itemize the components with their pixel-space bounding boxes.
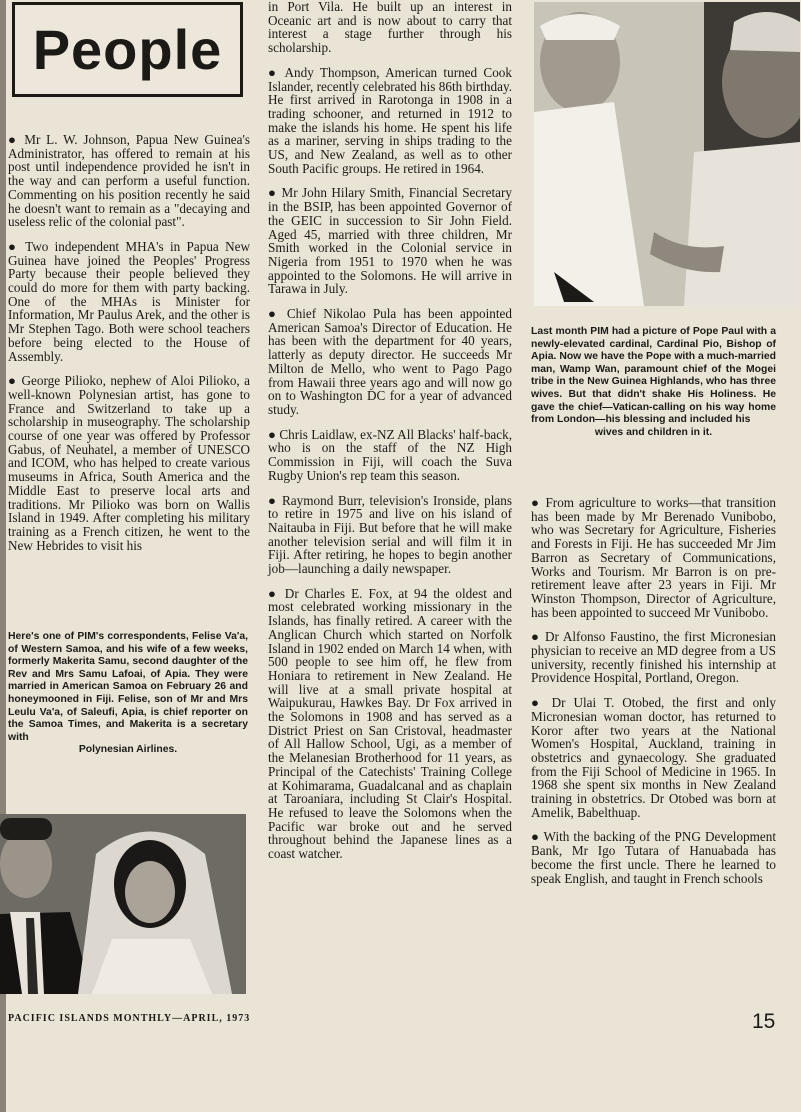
article-paragraph: ● Mr L. W. Johnson, Papua New Guinea's Administrator, has offered to remain at his post until independence provided he isn't in the way and can perform a useful function. Commenting on his position recently he said he doesn't want to remain as a "decaying and useless relic of the colonial past".	[8, 132, 251, 230]
bullet-icon: ●	[268, 306, 280, 322]
article-paragraph: ● Raymond Burr, television's Ironside, plans to retire in 1975 and live on his island of Naitauba in Fiji. But before that he will make another television serial and will film it in Fiji. After retiring, he hopes to begin another job—launching a daily newspaper.	[268, 492, 513, 577]
article-paragraph: ● From agriculture to works—that transition has been made by Mr Berenado Vunibobo, who was Secretary for Agriculture, Fisheries and Forests in Fiji. He has succeeded Mr Jim Barron as Secretary of Communications, Works and Tourism. Mr Barron is on pre-retirement leave after 23 years in Fiji. Mr Winston Thompson, Director of Agriculture, has been appointed to succeed Mr Vunibobo.	[531, 495, 777, 620]
wedding-photo	[0, 814, 246, 994]
column-1	[8, 133, 250, 563]
column-3	[531, 496, 776, 896]
article-paragraph: ● With the backing of the PNG Development Bank, Mr Igo Tutara of Hanuabada has become the first uncle. There he learned to speak English, and taught in French schools	[531, 829, 777, 886]
caption-pope-photo: Last month PIM had a picture of Pope Paul with a newly-elevated cardinal, Cardinal Pio, Bishop of Apia. Now we have the Pope with a much-married man, Wamp Wan, paramount chief of the Mogei tribe in the New Guinea Highlands, who has three wives. But that didn't shake His Holiness. He gave the chief—Vatican-calling on his way home from London—his blessing and included his wives and children in it.	[531, 326, 776, 438]
page-number: 15	[752, 1010, 776, 1033]
article-paragraph: ● Chief Nikolao Pula has been appointed American Samoa's Director of Education. He has been with the department for 40 years, latterly as deputy director. He succeeds Mr Milton de Mello, who went to Pago Pago from Hawaii three years ago and will now go on to Washington DC for a year of advanced study.	[268, 306, 513, 417]
article-paragraph: ● Dr Charles E. Fox, at 94 the oldest and most celebrated working missionary in the Islands, has finally retired. A career with the Anglican Church which started on Norfolk Island in 1902 ended on March 14 when, with 500 people to see him off, he flew from Honiara to retirement in New Zealand. He will live at a small private hospital at Waipukurau, Hawkes Bay. Dr Fox arrived in the Solomons in 1908 and has served as a District Priest on San Cristoval, headmaster of All Hallow School, Ugi, as a member of the Melanesian Brotherhood for 11 years, as Principal of the Catechists' Training College at Kohimarama, Guadalcanal and as chaplain at Taroaniara, including St Clair's Hospital. He refused to leave the Solomons when the Pacific war broke out and he served throughout behind the Japanese lines as a coast watcher.	[268, 585, 512, 862]
bullet-icon: ●	[531, 829, 540, 845]
bullet-icon: ●	[8, 238, 19, 254]
bullet-icon: ●	[531, 695, 544, 711]
caption-wedding-photo: Here's one of PIM's correspondents, Felise Va'a, of Western Samoa, and his wife of a few weeks, formerly Makerita Samu, second daughter of the Rev and Mrs Samu Lafoai, of Apia. They were married in American Samoa on February 26 and honeymooned in Fiji. Felise, son of Mr and Mrs Leulu Va'a, of Saleufi, Apia, is chief reporter on the Samoa Times, and Makerita is a secretary with Polynesian Airlines.	[8, 631, 248, 756]
section-title: People	[32, 18, 223, 81]
bullet-icon: ●	[8, 132, 19, 147]
column-2	[268, 0, 512, 872]
pope-photo	[534, 2, 800, 306]
article-paragraph: ● Dr Ulai T. Otobed, the first and only Micronesian woman doctor, has returned to Koror after two years at the National Women's Hospital, Auckland, training in obstetrics and gynaecology. She graduated from the Fiji School of Medicine in 1965. In 1968 she spent six months in New Zealand training in obstetrics. Dr Otobed was born at Amelik, Babelthuap.	[531, 695, 777, 820]
bullet-icon: ●	[8, 373, 18, 389]
article-paragraph: ● Mr John Hilary Smith, Financial Secretary in the BSIP, has been appointed Governor of the GEIC in succession to Sir John Field. Aged 45, married with three children, Mr Smith worked in the Colonial service in Nigeria from 1951 to 1970 when he was appointed to the Solomons. He will arrive in Tarawa in July.	[268, 185, 512, 297]
bullet-icon: ●	[531, 629, 541, 645]
article-paragraph: ● Two independent MHA's in Papua New Guinea have joined the Peoples' Progress Party because their people believed they could do more for them with party backing. One of the MHAs is Minister for Information, Mr Paulus Arek, and the other is Mr Stephen Tago. Both were school teachers before being elected to the House of Assembly.	[8, 238, 250, 364]
article-paragraph: ● Andy Thompson, American turned Cook Islander, recently celebrated his 86th birthday. He first arrived in Rarotonga in 1908 in a trading schooner, and returned in 1912 to make the islands his home. He spent his life as a mariner, serving in ships trading to the US, and New Zealand, as well as to other South Pacific groups. He retired in 1964.	[268, 64, 512, 176]
article-paragraph: ● Chris Laidlaw, ex-NZ All Blacks' half-back, who is on the staff of the NZ High Commission in Fiji, will coach the Suva Rugby Union's rep team this season.	[268, 426, 513, 483]
article-paragraph: in Port Vila. He built up an interest in Oceanic art and is now about to carry that interest a stage further through his scholarship.	[268, 0, 512, 56]
bullet-icon: ●	[268, 426, 276, 442]
bullet-icon: ●	[268, 585, 279, 601]
bullet-icon: ●	[268, 492, 278, 508]
page-footer: PACIFIC ISLANDS MONTHLY—APRIL, 1973	[8, 1013, 251, 1024]
section-title-box	[12, 2, 243, 97]
article-paragraph: ● George Pilioko, nephew of Aloi Pilioko, a well-known Polynesian artist, has gone to France and Switzerland to take up a scholarship in museography. The scholarship course of one year was offered by Professor Gabus, of Neuhatel, a member of UNESCO and ICOM, who has helped to create various museums in Africa, South America and the Middle East to preserve local arts and traditions. Mr Pilioko was born on Wallis Island in 1949. After completing his military training as a French citizen, he went to the New Hebrides to visit his	[8, 373, 250, 553]
article-paragraph: ● Dr Alfonso Faustino, the first Micronesian physician to receive an MD degree from a US university, recently finished his internship at Providence Hospital, Portland, Oregon.	[531, 629, 777, 686]
bullet-icon: ●	[531, 495, 541, 510]
bullet-icon: ●	[268, 185, 278, 201]
bullet-icon: ●	[268, 64, 279, 80]
